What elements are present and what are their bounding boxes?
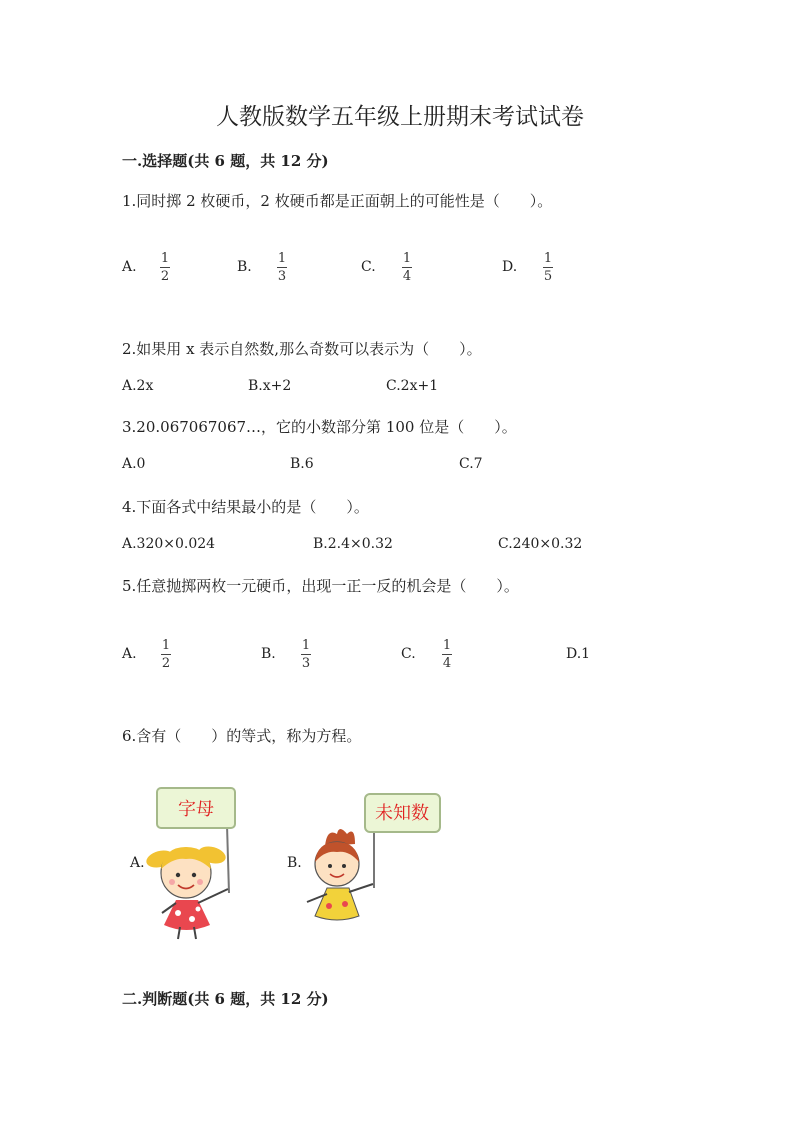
numerator: 1 bbox=[160, 251, 170, 266]
q1-option-d-label: D. bbox=[502, 259, 518, 275]
girl-holding-sign-b-illustration bbox=[297, 788, 447, 923]
q6-option-a-label: A. bbox=[130, 855, 145, 871]
denominator: 3 bbox=[301, 656, 311, 671]
section-heading-choice: 一.选择题(共 6 题，共 12 分) bbox=[122, 152, 329, 170]
numerator: 1 bbox=[402, 251, 412, 266]
q5-option-b-fraction bbox=[301, 638, 311, 671]
question-4: 4.下面各式中结果最小的是（ ）。 bbox=[122, 498, 369, 516]
q1-option-c-fraction bbox=[402, 251, 412, 284]
denominator: 2 bbox=[161, 656, 171, 671]
q5-option-c-fraction bbox=[442, 638, 452, 671]
q5-option-b-label: B. bbox=[261, 646, 276, 662]
sign-text-b: 未知数 bbox=[375, 803, 429, 824]
girl-holding-sign-a-illustration bbox=[140, 785, 255, 945]
q5-option-c-label: C. bbox=[401, 646, 416, 662]
numerator: 1 bbox=[442, 638, 452, 653]
section-heading-judgement: 二.判断题(共 6 题，共 12 分) bbox=[122, 990, 329, 1008]
question-6: 6.含有（ ）的等式，称为方程。 bbox=[122, 727, 362, 745]
q1-option-a-fraction bbox=[160, 251, 170, 284]
q5-option-d: D.1 bbox=[566, 646, 591, 662]
numerator: 1 bbox=[543, 251, 553, 266]
denominator: 2 bbox=[160, 269, 170, 284]
q2-option-a: A.2x bbox=[122, 378, 154, 394]
q4-option-b: B.2.4×0.32 bbox=[313, 536, 393, 552]
q3-option-a: A.0 bbox=[122, 456, 146, 472]
denominator: 3 bbox=[277, 269, 287, 284]
denominator: 4 bbox=[442, 656, 452, 671]
question-5: 5.任意抛掷两枚一元硬币，出现一正一反的机会是（ ）。 bbox=[122, 577, 519, 595]
question-3: 3.20.067067067…，它的小数部分第 100 位是（ ）。 bbox=[122, 418, 517, 436]
q5-option-a-label: A. bbox=[122, 646, 137, 662]
question-2: 2.如果用 x 表示自然数,那么奇数可以表示为（ ）。 bbox=[122, 340, 482, 358]
numerator: 1 bbox=[301, 638, 311, 653]
q1-option-a-label: A. bbox=[122, 259, 137, 275]
q5-option-a-fraction bbox=[161, 638, 171, 671]
denominator: 4 bbox=[402, 269, 412, 284]
q1-option-c-label: C. bbox=[361, 259, 376, 275]
q4-option-c: C.240×0.32 bbox=[498, 536, 583, 552]
q3-option-c: C.7 bbox=[459, 456, 483, 472]
numerator: 1 bbox=[277, 251, 287, 266]
sign-text-a: 字母 bbox=[178, 799, 214, 820]
question-1: 1.同时掷 2 枚硬币，2 枚硬币都是正面朝上的可能性是（ ）。 bbox=[122, 192, 553, 210]
numerator: 1 bbox=[161, 638, 171, 653]
q4-option-a: A.320×0.024 bbox=[122, 536, 216, 552]
q6-option-b-label: B. bbox=[287, 855, 302, 871]
page-title: 人教版数学五年级上册期末考试试卷 bbox=[216, 104, 584, 130]
q1-option-b-label: B. bbox=[237, 259, 252, 275]
q1-option-d-fraction bbox=[543, 251, 553, 284]
q2-option-c: C.2x+1 bbox=[386, 378, 439, 394]
q2-option-b: B.x+2 bbox=[248, 378, 292, 394]
q3-option-b: B.6 bbox=[290, 456, 314, 472]
q1-option-b-fraction bbox=[277, 251, 287, 284]
denominator: 5 bbox=[543, 269, 553, 284]
